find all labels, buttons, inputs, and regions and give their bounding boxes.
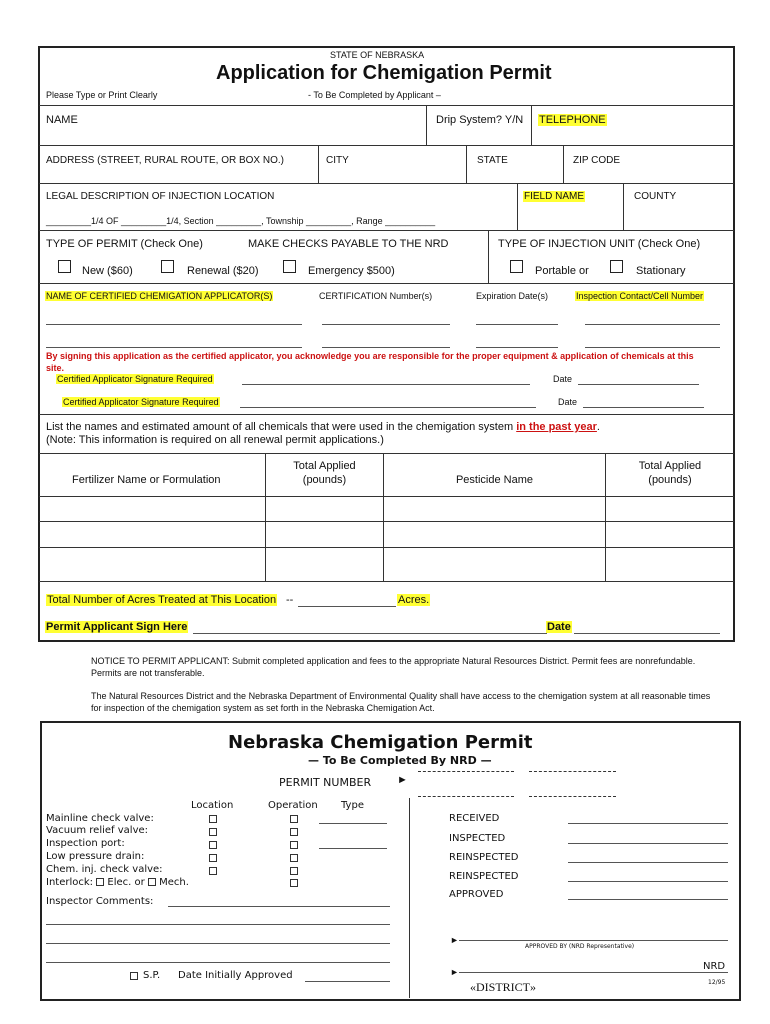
expiration-line-1[interactable] (476, 324, 558, 325)
chem-inj-location-checkbox[interactable] (209, 867, 217, 875)
low-pressure-operation-checkbox[interactable] (290, 854, 298, 862)
state-heading: STATE OF NEBRASKA (330, 50, 425, 60)
approved-by-arrow-icon: ► (450, 935, 459, 945)
certification-line-1[interactable] (322, 324, 450, 325)
low-pressure-drain-label: Low pressure drain: (46, 851, 145, 862)
emergency-permit-label: Emergency $500) (308, 265, 395, 277)
reinspected-label-2: REINSPECTED (449, 871, 519, 882)
date-initially-approved-line[interactable] (305, 981, 390, 982)
inspection-port-location-checkbox[interactable] (209, 841, 217, 849)
nrd-arrow-icon: ► (450, 967, 459, 977)
signature-line-1[interactable] (242, 384, 530, 385)
new-permit-checkbox[interactable] (58, 260, 71, 273)
inspector-comments-line-4[interactable] (46, 962, 390, 963)
signature-line-2[interactable] (240, 407, 536, 408)
acres-input-line[interactable] (298, 606, 396, 607)
print-note: Please Type or Print Clearly (46, 90, 158, 100)
contact-line-1[interactable] (585, 324, 720, 325)
injection-unit-label: TYPE OF INJECTION UNIT (Check One) (498, 238, 701, 250)
mainline-operation-checkbox[interactable] (290, 815, 298, 823)
city-label: CITY (326, 155, 349, 166)
pounds-header-a: (pounds) (302, 474, 347, 486)
vacuum-type-line[interactable] (319, 848, 387, 849)
total-applied-header-a: Total Applied (293, 460, 356, 472)
nrd-line[interactable] (459, 972, 728, 973)
reinspected-line-2[interactable] (568, 881, 728, 882)
sp-checkbox[interactable] (130, 972, 138, 980)
interlock-operation-checkbox[interactable] (290, 879, 298, 887)
stationary-label: Stationary (636, 265, 686, 277)
telephone-field[interactable] (540, 128, 725, 142)
chemical-row-2[interactable] (40, 522, 734, 547)
signature-date-label-2: Date (558, 397, 578, 407)
inspector-comments-line-3[interactable] (46, 943, 390, 944)
expiration-date-label: Expiration Date(s) (476, 291, 549, 301)
acres-suffix: Acres. (398, 594, 430, 606)
type-col-header: Type (341, 800, 364, 811)
district-placeholder: «DISTRICT» (470, 980, 536, 994)
address-field[interactable] (48, 168, 308, 182)
name-field[interactable] (48, 128, 418, 142)
applicant-date-label: Date (547, 621, 571, 633)
permit-number-label: PERMIT NUMBER (279, 776, 372, 789)
vacuum-relief-valve-label: Vacuum relief valve: (46, 825, 149, 836)
mainline-check-valve-label: Mainline check valve: (46, 813, 154, 824)
received-line[interactable] (568, 823, 728, 824)
address-label: ADDRESS (STREET, RURAL ROUTE, OR BOX NO.) (46, 155, 284, 166)
inspection-contact-label: Inspection Contact/Cell Number (576, 291, 704, 301)
city-field[interactable] (326, 168, 456, 182)
received-label: RECEIVED (449, 813, 500, 824)
low-pressure-location-checkbox[interactable] (209, 854, 217, 862)
chemicals-instruction (46, 421, 600, 433)
elec-label: Elec. or (107, 877, 145, 888)
chemical-row-3[interactable] (40, 548, 734, 581)
mainline-location-checkbox[interactable] (209, 815, 217, 823)
certification-number-label: CERTIFICATION Number(s) (319, 291, 433, 301)
portable-checkbox[interactable] (510, 260, 523, 273)
approved-by-line[interactable] (459, 940, 728, 941)
zip-field[interactable] (572, 168, 722, 182)
vacuum-location-checkbox[interactable] (209, 828, 217, 836)
acres-label: Total Number of Acres Treated at This Location (47, 594, 277, 606)
inspector-comments-label: Inspector Comments: (46, 896, 154, 907)
signature-date-line-1[interactable] (578, 384, 699, 385)
applicator-name-label: NAME OF CERTIFIED CHEMIGATION APPLICATOR(S) (46, 291, 273, 301)
permit-type-label: TYPE OF PERMIT (Check One) (46, 238, 203, 250)
inspector-comments-line-1[interactable] (168, 906, 390, 907)
past-year-emphasis: in the past year (516, 421, 597, 433)
nrd-permit-title: Nebraska Chemigation Permit (228, 732, 533, 753)
chemicals-note: (Note: This information is required on all renewal permit applications.) (46, 434, 384, 446)
signature-date-line-2[interactable] (583, 407, 704, 408)
page-title: Application for Chemigation Permit (216, 62, 552, 84)
state-field[interactable] (474, 168, 554, 182)
acres-dashes: -- (286, 594, 294, 606)
reinspected-label-1: REINSPECTED (449, 852, 519, 863)
checks-payable-note: MAKE CHECKS PAYABLE TO THE NRD (248, 238, 449, 250)
inspector-comments-line-2[interactable] (46, 924, 390, 925)
operation-col-header: Operation (268, 800, 318, 811)
reinspected-line-1[interactable] (568, 862, 728, 863)
nrd-access-notice: The Natural Resources District and the Nebraska Department of Environmental Quality shall have access to the chemigation system at all reasonable times for inspection of the chemigation system as set forth in the Nebraska Chemigation Act. (91, 691, 711, 713)
inspection-port-label: Inspection port: (46, 838, 125, 849)
applicant-date-line[interactable] (574, 633, 720, 634)
signature-label-1: Certified Applicator Signature Required (57, 374, 213, 384)
signature-label-2: Certified Applicator Signature Required (63, 397, 219, 407)
applicator-name-line-2[interactable] (46, 347, 302, 348)
instruction-period: . (596, 421, 600, 433)
signature-date-label-1: Date (553, 374, 573, 384)
field-name-label: FIELD NAME (524, 191, 585, 202)
vacuum-operation-checkbox[interactable] (290, 828, 298, 836)
revision-date: 12/95 (708, 979, 726, 986)
mainline-type-line[interactable] (319, 823, 387, 824)
approved-line[interactable] (568, 899, 728, 900)
chemical-row-1[interactable] (40, 497, 734, 521)
stationary-checkbox[interactable] (610, 260, 623, 273)
nrd-label: NRD (703, 961, 726, 972)
telephone-label: TELEPHONE (539, 114, 606, 126)
permit-number-arrow-icon: ► (397, 774, 408, 786)
state-label: STATE (477, 155, 508, 166)
sp-label: S.P. (143, 970, 161, 981)
legal-description-label: LEGAL DESCRIPTION OF INJECTION LOCATION (46, 191, 275, 202)
applicant-signature-line[interactable] (193, 633, 547, 634)
elec-checkbox[interactable] (96, 878, 104, 886)
fertilizer-header: Fertilizer Name or Formulation (72, 474, 221, 486)
pesticide-header: Pesticide Name (455, 474, 534, 486)
renewal-permit-checkbox[interactable] (161, 260, 174, 273)
new-permit-label: New ($60) (82, 265, 133, 277)
inspected-label: INSPECTED (449, 833, 506, 844)
mech-checkbox[interactable] (148, 878, 156, 886)
applicant-sign-label: Permit Applicant Sign Here (46, 621, 188, 633)
expiration-line-2[interactable] (476, 347, 558, 348)
emergency-permit-checkbox[interactable] (283, 260, 296, 273)
permit-number-field-a[interactable] (418, 774, 514, 794)
inspected-line[interactable] (568, 843, 728, 844)
renewal-permit-label: Renewal ($20) (187, 265, 259, 277)
completed-by-note: - To Be Completed by Applicant – (308, 90, 441, 100)
legal-description-line[interactable]: _________1/4 OF _________1/4, Section _________, Township _________, Range __________ (46, 216, 436, 226)
notice-to-applicant: NOTICE TO PERMIT APPLICANT: Submit completed application and fees to the appropriate Natural Resources District. Permit fees are nonrefundable. Permits are not transferable. (91, 656, 696, 678)
approved-label: APPROVED (449, 889, 504, 900)
inspection-port-operation-checkbox[interactable] (290, 841, 298, 849)
mech-label: Mech. (159, 877, 189, 888)
date-initially-approved-label: Date Initially Approved (178, 970, 293, 981)
applicator-name-line-1[interactable] (46, 324, 302, 325)
zip-label: ZIP CODE (573, 155, 621, 166)
drip-system-label: Drip System? Y/N (436, 114, 524, 126)
portable-label: Portable or (535, 265, 589, 277)
permit-number-field-b[interactable] (529, 774, 616, 794)
certification-line-2[interactable] (322, 347, 450, 348)
chemicals-instruction-text: List the names and estimated amount of all chemicals that were used in the chemigation system (46, 421, 514, 433)
contact-line-2[interactable] (585, 347, 720, 348)
total-applied-header-b: Total Applied (638, 460, 702, 472)
chem-inj-check-valve-label: Chem. inj. check valve: (46, 864, 163, 875)
pounds-header-b: (pounds) (648, 474, 692, 486)
approved-by-caption: APPROVED BY (NRD Representative) (525, 943, 635, 950)
signing-notice: By signing this application as the certified applicator, you acknowledge you are responsible for the proper equipment & application of chemicals at this site. (46, 351, 694, 373)
interlock-row (46, 877, 189, 888)
location-col-header: Location (191, 800, 234, 811)
county-label: COUNTY (634, 191, 677, 202)
interlock-label: Interlock: (46, 877, 94, 888)
name-label: NAME (46, 114, 78, 126)
chem-inj-operation-checkbox[interactable] (290, 867, 298, 875)
nrd-subtitle: — To Be Completed By NRD — (308, 754, 492, 767)
